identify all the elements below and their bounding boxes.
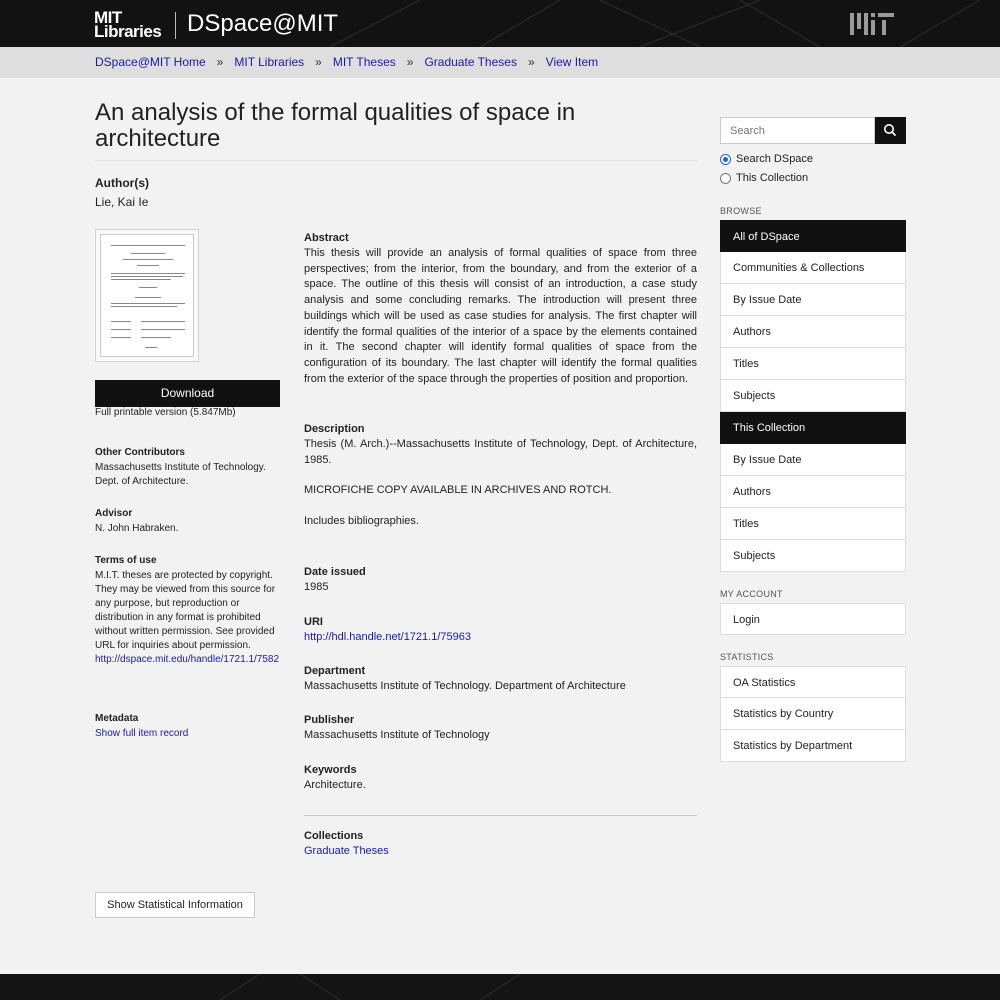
metadata-section xyxy=(95,713,285,741)
search-icon xyxy=(875,117,906,144)
statistics-heading: STATISTICS xyxy=(720,652,774,662)
browse-all-of-dspace[interactable]: All of DSpace xyxy=(720,220,906,252)
mit-logo-icon[interactable] xyxy=(850,13,894,35)
logo-line-1: MIT xyxy=(94,8,122,27)
department-label: Department xyxy=(304,665,366,677)
authors-section xyxy=(95,176,149,209)
publisher-section xyxy=(304,714,697,744)
keywords-label: Keywords xyxy=(304,764,357,776)
collections-label: Collections xyxy=(304,830,364,842)
publisher-label: Publisher xyxy=(304,714,355,726)
radio-unselected-icon[interactable] xyxy=(720,173,731,184)
breadcrumb-separator: » xyxy=(527,55,535,69)
collection-link[interactable]: Graduate Theses xyxy=(304,845,389,857)
browse-list xyxy=(720,220,906,572)
browse-communities-collections[interactable]: Communities & Collections xyxy=(720,252,906,284)
breadcrumb-item[interactable]: View Item xyxy=(545,55,599,69)
my-account-heading: MY ACCOUNT xyxy=(720,589,783,599)
oa-statistics-link[interactable]: OA Statistics xyxy=(720,666,906,698)
advisor-section xyxy=(95,508,285,536)
breadcrumb-item[interactable]: MIT Theses xyxy=(332,55,396,69)
radio-search-dspace-label: Search DSpace xyxy=(736,153,814,165)
radio-this-collection-label: This Collection xyxy=(736,172,809,184)
full-record-link[interactable]: Show full item record xyxy=(95,728,189,739)
browse-heading: BROWSE xyxy=(720,206,762,216)
advisor-value: N. John Habraken. xyxy=(95,523,179,534)
mit-libraries-logo[interactable] xyxy=(94,8,162,41)
thesis-thumbnail[interactable] xyxy=(95,229,199,362)
terms-section xyxy=(95,555,281,667)
statistics-by-department-link[interactable]: Statistics by Department xyxy=(720,730,906,762)
description-value-1: Thesis (M. Arch.)--Massachusetts Institute of Technology, Dept. of Architecture, 1985. xyxy=(304,438,697,466)
abstract-value: This thesis will provide an analysis of formal qualities of space from three perspectives; from the interior, from the boundary, and from the exterior of a space. The outline of this thesis will consist of an introduction, a case study analysis and some concluding remarks. The introduction will present three buildings which will be used as case studies for analysis. The first chapter will identify the formal qualities of the interior of a space by the elements contained in it. The second chapter will identify formal qualities of space from the configuration of its boundary. The last chapter will identify the formal qualities from the exterior of the space through the properties of position and proportion. xyxy=(304,247,697,385)
browse-coll-by-issue-date[interactable]: By Issue Date xyxy=(720,444,906,476)
browse-all-by-issue-date[interactable]: By Issue Date xyxy=(720,284,906,316)
logo-divider xyxy=(175,12,176,39)
show-statistics-button[interactable]: Show Statistical Information xyxy=(95,892,255,918)
terms-value: M.I.T. theses are protected by copyright. They may be viewed from this source for any purpose, but reproduction or distribution in any format is prohibited without written permission. See provided URL for inquiries about permission. xyxy=(95,570,276,651)
collections-divider xyxy=(304,815,697,816)
other-contributors-value: Massachusetts Institute of Technology. Dept. of Architecture. xyxy=(95,462,266,487)
metadata-label: Metadata xyxy=(95,713,139,724)
breadcrumb xyxy=(0,47,1000,78)
authors-label: Author(s) xyxy=(95,176,149,190)
breadcrumb-item[interactable]: DSpace@MIT Home xyxy=(95,55,206,69)
abstract-label: Abstract xyxy=(304,232,349,244)
terms-url-link[interactable]: http://dspace.mit.edu/handle/1721.1/7582 xyxy=(95,654,280,665)
logo-line-2: Libraries xyxy=(94,22,162,41)
description-value-2: MICROFICHE COPY AVAILABLE IN ARCHIVES AND ROTCH. xyxy=(304,484,612,497)
breadcrumb-separator: » xyxy=(216,55,224,69)
department-section xyxy=(304,665,697,695)
breadcrumb-item[interactable]: MIT Libraries xyxy=(234,55,305,69)
authors-value: Lie, Kai Ie xyxy=(95,195,149,209)
description-section xyxy=(304,423,697,530)
statistics-list xyxy=(720,666,906,762)
page-title: An analysis of the formal qualities of space in architecture xyxy=(95,99,576,152)
download-button[interactable]: Download xyxy=(95,380,280,407)
radio-search-dspace[interactable] xyxy=(720,153,813,165)
breadcrumb-separator: » xyxy=(315,55,322,69)
uri-section xyxy=(304,616,697,646)
uri-link[interactable]: http://hdl.handle.net/1721.1/75963 xyxy=(304,631,471,643)
advisor-label: Advisor xyxy=(95,508,133,519)
breadcrumb-separator: » xyxy=(406,55,414,69)
browse-all-authors[interactable]: Authors xyxy=(720,316,906,348)
download-note: Full printable version (5.847Mb) xyxy=(95,407,236,418)
description-label: Description xyxy=(304,423,365,435)
browse-all-titles[interactable]: Titles xyxy=(720,348,906,380)
publisher-value: Massachusetts Institute of Technology xyxy=(304,729,490,741)
browse-coll-authors[interactable]: Authors xyxy=(720,476,906,508)
browse-all-subjects[interactable]: Subjects xyxy=(720,380,906,412)
date-section xyxy=(304,566,697,596)
site-footer xyxy=(0,974,1000,1000)
abstract-section xyxy=(304,232,697,387)
title-divider xyxy=(95,160,697,161)
radio-this-collection[interactable] xyxy=(720,172,808,184)
terms-label: Terms of use xyxy=(95,555,157,566)
site-header xyxy=(0,0,1000,47)
browse-this-collection[interactable]: This Collection xyxy=(720,412,906,444)
keywords-value: Architecture. xyxy=(304,779,366,791)
uri-label: URI xyxy=(304,616,323,628)
department-value: Massachusetts Institute of Technology. Department of Architecture xyxy=(304,680,626,692)
date-label: Date issued xyxy=(304,566,366,578)
site-title[interactable]: DSpace@MIT xyxy=(187,10,339,37)
search-input[interactable] xyxy=(720,117,875,144)
search-button[interactable] xyxy=(875,117,906,144)
account-list xyxy=(720,603,906,635)
other-contributors-section xyxy=(95,447,285,489)
keywords-section xyxy=(304,764,697,794)
browse-coll-subjects[interactable]: Subjects xyxy=(720,540,906,572)
thumbnail-page xyxy=(100,234,194,357)
radio-selected-icon[interactable] xyxy=(720,154,731,165)
other-contributors-label: Other Contributors xyxy=(95,447,185,458)
collections-section xyxy=(304,830,697,860)
browse-coll-titles[interactable]: Titles xyxy=(720,508,906,540)
description-value-3: Includes bibliographies. xyxy=(304,515,419,528)
breadcrumb-item[interactable]: Graduate Theses xyxy=(424,55,517,69)
statistics-by-country-link[interactable]: Statistics by Country xyxy=(720,698,906,730)
footer-decoration xyxy=(0,974,1000,1000)
login-link[interactable]: Login xyxy=(720,603,906,635)
date-value: 1985 xyxy=(304,581,329,593)
